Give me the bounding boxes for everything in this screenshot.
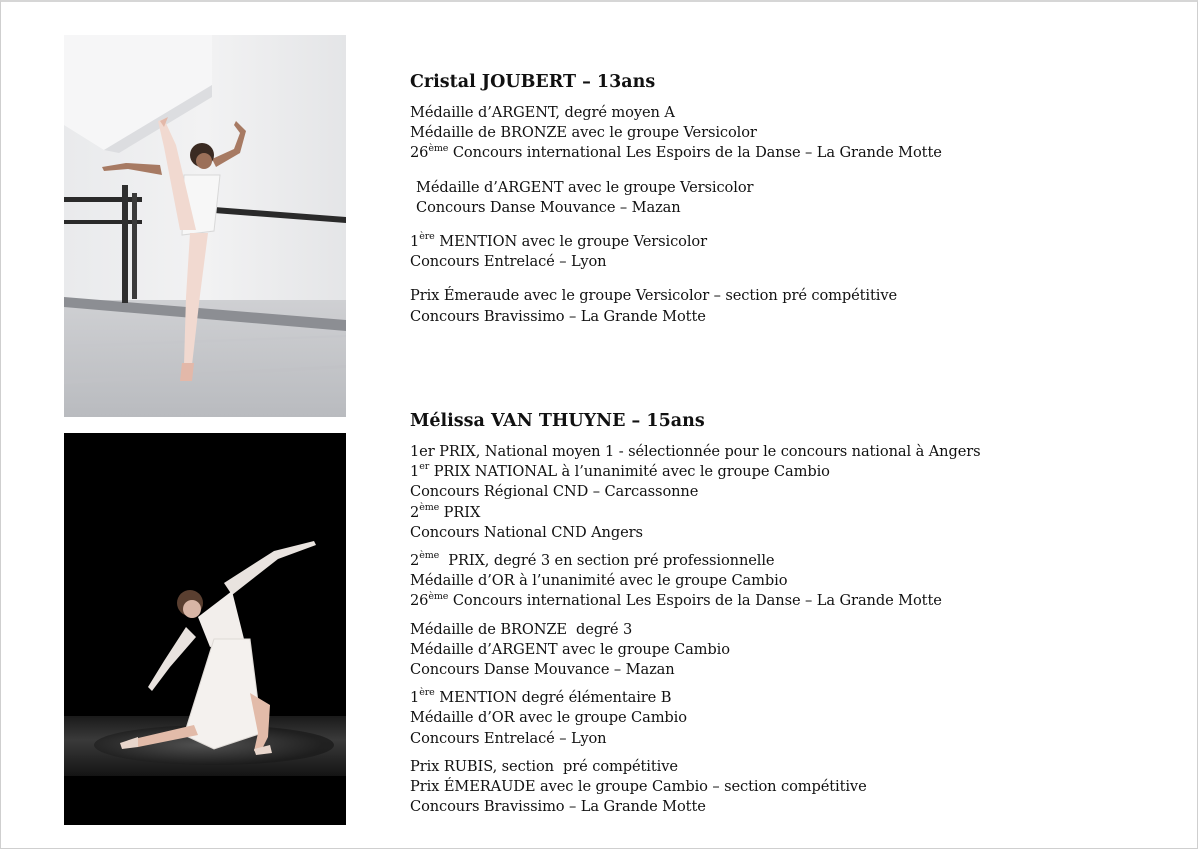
award-line: Concours Bravissimo – La Grande Motte (410, 798, 706, 816)
entry-cristal-joubert (410, 70, 1170, 335)
award-line: Médaille d’OR avec le groupe Cambio (410, 709, 687, 727)
award-line: Concours Danse Mouvance – Mazan (410, 661, 675, 679)
award-line: 26ème Concours international Les Espoirs de la Danse – La Grande Motte (410, 590, 942, 610)
award-group (410, 688, 1170, 749)
award-group (410, 620, 1170, 681)
award-group (410, 757, 1170, 818)
award-line: 1er PRIX NATIONAL à l’unanimité avec le groupe Cambio (410, 461, 830, 481)
dancer-photo-studio-image (64, 35, 346, 417)
award-group (410, 232, 1170, 272)
dancer-name: Cristal JOUBERT – 13ans (410, 72, 656, 92)
award-line: Médaille de BRONZE avec le groupe Versicolor (410, 124, 757, 142)
dancer-photo-studio (64, 35, 346, 417)
award-line: 2ème PRIX, degré 3 en section pré professionnelle (410, 550, 775, 570)
award-line: Concours Bravissimo – La Grande Motte (410, 307, 706, 325)
award-line: Prix Émeraude avec le groupe Versicolor – section pré compétitive (410, 287, 898, 305)
award-line: Concours Entrelacé – Lyon (410, 729, 607, 747)
award-group (410, 286, 1170, 326)
award-line: Prix RUBIS, section pré compétitive (410, 757, 678, 775)
award-line: 1ère MENTION avec le groupe Versicolor (410, 231, 707, 251)
dancer-photo-stage-image (64, 433, 346, 825)
award-line: Médaille de BRONZE degré 3 (410, 620, 633, 638)
dancer-photo-stage (64, 433, 346, 825)
award-line: 1er PRIX, National moyen 1 - sélectionnée pour le concours national à Angers (410, 443, 981, 460)
award-line: 2ème PRIX (410, 501, 481, 521)
award-line: 1ère MENTION degré élémentaire B (410, 687, 672, 707)
award-group (410, 103, 1170, 164)
award-line: Concours Entrelacé – Lyon (410, 253, 607, 271)
award-line: Concours Danse Mouvance – Mazan (416, 198, 681, 216)
award-line: Médaille d’ARGENT, degré moyen A (410, 104, 675, 121)
entry-melissa-van-thuyne (410, 409, 1170, 825)
award-line: Médaille d’ARGENT avec le groupe Versicolor (416, 178, 754, 196)
award-line: Concours Régional CND – Carcassonne (410, 483, 699, 501)
dancer-name: Mélissa VAN THUYNE – 15ans (410, 411, 705, 431)
award-group (410, 551, 1170, 612)
award-line: Médaille d’OR à l’unanimité avec le groupe Cambio (410, 572, 788, 590)
award-line: 26ème Concours international Les Espoirs de la Danse – La Grande Motte (410, 142, 942, 162)
award-group (410, 178, 1170, 218)
award-group (410, 442, 1170, 543)
award-line: Prix ÉMERAUDE avec le groupe Cambio – section compétitive (410, 778, 867, 796)
award-line: Médaille d’ARGENT avec le groupe Cambio (410, 640, 730, 658)
award-line: Concours National CND Angers (410, 523, 643, 541)
